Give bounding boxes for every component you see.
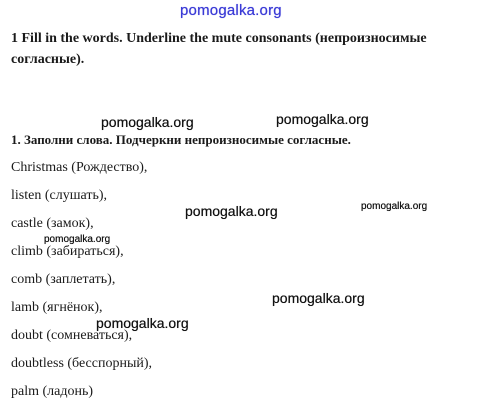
word-item: comb (заплетать), bbox=[11, 272, 116, 287]
watermark: pomogalka.org bbox=[44, 234, 111, 245]
word-item: climb (забираться), bbox=[11, 244, 124, 259]
watermark: pomogalka.org bbox=[185, 203, 278, 219]
watermark: pomogalka.org bbox=[276, 111, 369, 127]
watermark: pomogalka.org bbox=[96, 315, 189, 331]
word-item: castle (замок), bbox=[11, 216, 94, 231]
word-item: palm (ладонь) bbox=[11, 384, 94, 399]
watermark: pomogalka.org bbox=[101, 114, 194, 130]
word-item: doubtless (бесспорный), bbox=[11, 356, 153, 371]
word-item: doubt (сомневаться), bbox=[11, 328, 133, 343]
word-item: Christmas (Рождество), bbox=[11, 160, 148, 175]
word-item: lamb (ягнёнок), bbox=[11, 300, 103, 315]
watermark: pomogalka.org bbox=[361, 201, 428, 212]
site-logo: pomogalka.org bbox=[180, 2, 282, 19]
watermark: pomogalka.org bbox=[272, 290, 365, 306]
task-heading-russian: 1. Заполни слова. Подчеркни непроизносимые согласные. bbox=[11, 132, 351, 147]
word-item: listen (слушать), bbox=[11, 188, 107, 203]
task-heading-english: 1 Fill in the words. Underline the mute consonants (непроизносимые согласные). bbox=[11, 31, 427, 67]
